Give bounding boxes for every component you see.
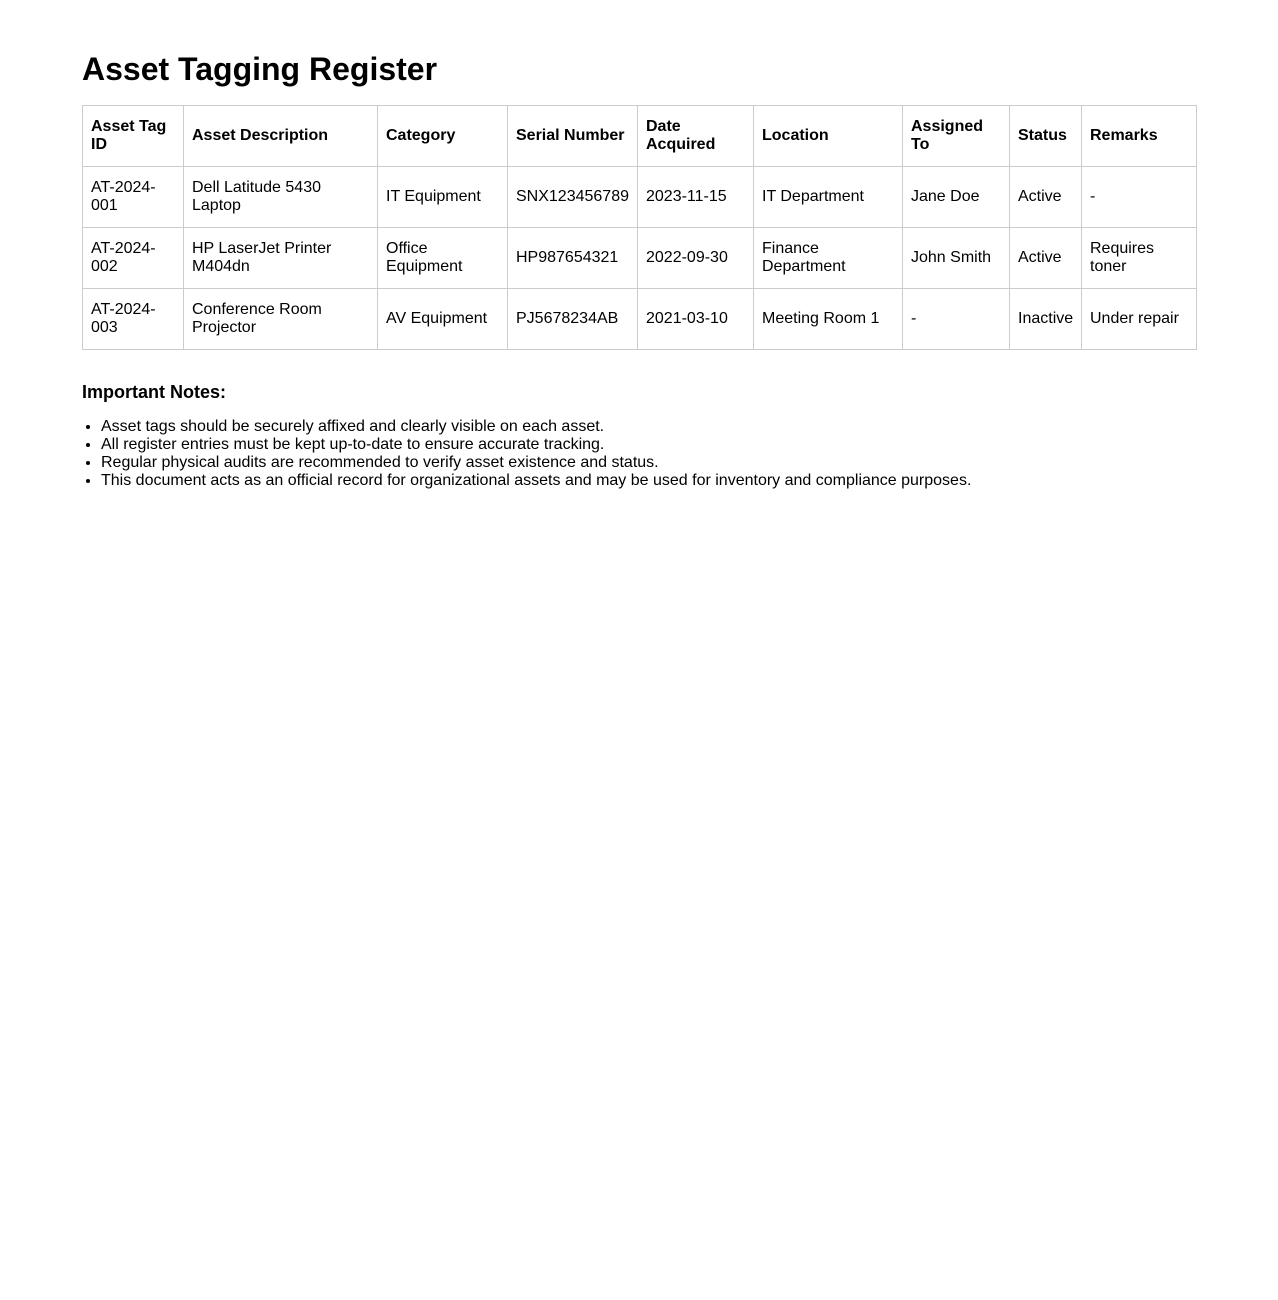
header-location: Location	[754, 106, 903, 167]
cell-asset-description: Conference Room Projector	[184, 289, 378, 350]
cell-date-acquired: 2023-11-15	[638, 167, 754, 228]
list-item: • Asset tags should be securely affixed and clearly visible on each asset.	[101, 418, 1201, 436]
list-item: • Regular physical audits are recommended to verify asset existence and status.	[101, 454, 1201, 472]
cell-remarks: Under repair	[1082, 289, 1197, 350]
cell-category: IT Equipment	[378, 167, 508, 228]
notes-title: Important Notes:	[82, 382, 226, 402]
cell-asset-tag-id: AT-2024-001	[83, 167, 184, 228]
cell-status: Inactive	[1010, 289, 1082, 350]
list-item: • This document acts as an official record for organizational assets and may be used for inventory and compliance purposes.	[101, 472, 1201, 490]
table-row	[83, 228, 1197, 289]
cell-remarks: Requires toner	[1082, 228, 1197, 289]
table-row	[83, 167, 1197, 228]
cell-location: Finance Department	[754, 228, 903, 289]
cell-status: Active	[1010, 167, 1082, 228]
table-row	[83, 289, 1197, 350]
cell-category: AV Equipment	[378, 289, 508, 350]
header-assigned-to: Assigned To	[903, 106, 1010, 167]
cell-asset-tag-id: AT-2024-003	[83, 289, 184, 350]
list-item: • All register entries must be kept up-to-date to ensure accurate tracking.	[101, 436, 1201, 454]
header-remarks: Remarks	[1082, 106, 1197, 167]
cell-category: Office Equipment	[378, 228, 508, 289]
cell-location: Meeting Room 1	[754, 289, 903, 350]
cell-assigned-to: -	[903, 289, 1010, 350]
header-asset-description: Asset Description	[184, 106, 378, 167]
header-asset-tag-id: Asset Tag ID	[83, 106, 184, 167]
cell-status: Active	[1010, 228, 1082, 289]
header-serial-number: Serial Number	[508, 106, 638, 167]
header-category: Category	[378, 106, 508, 167]
header-status: Status	[1010, 106, 1082, 167]
cell-serial-number: PJ5678234AB	[508, 289, 638, 350]
notes-list	[82, 418, 1201, 490]
cell-serial-number: HP987654321	[508, 228, 638, 289]
cell-remarks: -	[1082, 167, 1197, 228]
page-title: Asset Tagging Register	[82, 51, 438, 87]
cell-asset-description: Dell Latitude 5430 Laptop	[184, 167, 378, 228]
cell-location: IT Department	[754, 167, 903, 228]
cell-date-acquired: 2021-03-10	[638, 289, 754, 350]
cell-assigned-to: Jane Doe	[903, 167, 1010, 228]
cell-asset-tag-id: AT-2024-002	[83, 228, 184, 289]
table-header-row	[83, 106, 1197, 167]
header-date-acquired: Date Acquired	[638, 106, 754, 167]
cell-date-acquired: 2022-09-30	[638, 228, 754, 289]
asset-register-table	[82, 105, 1197, 350]
cell-serial-number: SNX123456789	[508, 167, 638, 228]
cell-asset-description: HP LaserJet Printer M404dn	[184, 228, 378, 289]
cell-assigned-to: John Smith	[903, 228, 1010, 289]
